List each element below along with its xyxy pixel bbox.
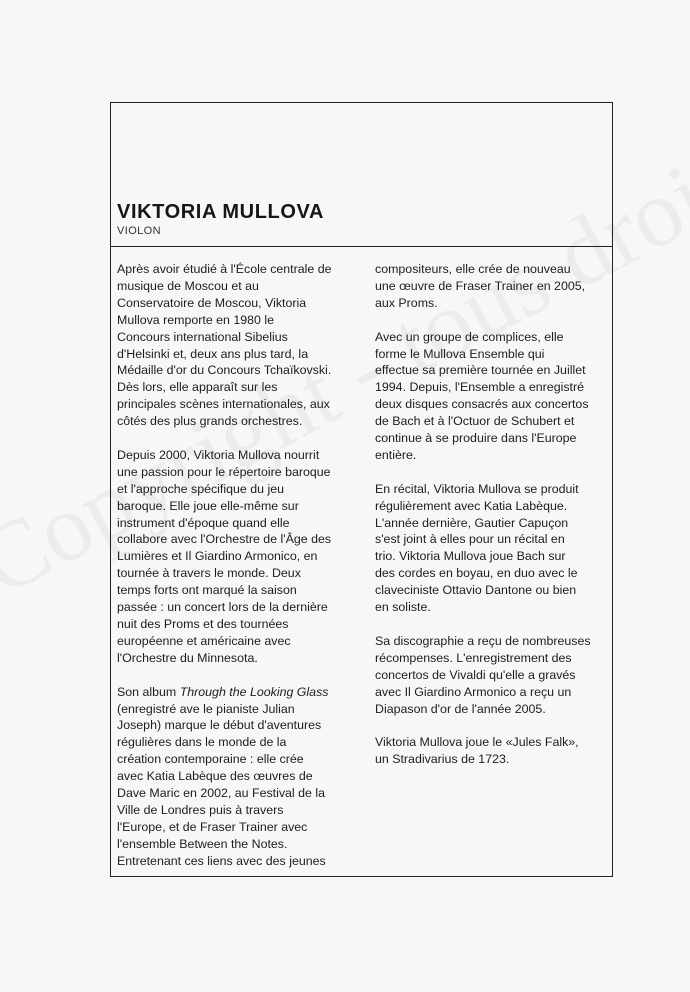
text-line: récompenses. L'enregistrement des xyxy=(375,650,572,665)
text-line: baroque. Elle joue elle-même sur xyxy=(117,498,299,513)
text-line: Dès lors, elle apparaît sur les xyxy=(117,380,278,395)
text-line: continue à se produire dans l'Europe xyxy=(375,431,577,446)
text-line: Après avoir étudié à l'École centrale de xyxy=(117,262,332,276)
text-line: aux Proms. xyxy=(375,295,438,310)
text-line: trio. Viktoria Mullova joue Bach sur xyxy=(375,549,566,564)
paragraph xyxy=(117,261,355,430)
text-line: Dave Maric en 2002, au Festival de la xyxy=(117,786,325,801)
text-line: Médaille d'or du Concours Tchaïkovski. xyxy=(117,363,332,378)
text-line: des cordes en boyau, en duo avec le xyxy=(375,566,578,581)
text-line: Depuis 2000, Viktoria Mullova nourrit xyxy=(117,447,320,462)
text-line: l'Orchestre du Minnesota. xyxy=(117,650,258,665)
text-line: En récital, Viktoria Mullova se produit xyxy=(375,481,579,496)
text-line: L'année dernière, Gautier Capuçon xyxy=(375,515,569,530)
text-line: forme le Mullova Ensemble qui xyxy=(375,346,545,361)
paragraph xyxy=(117,447,355,667)
text-line: Diapason d'or de l'année 2005. xyxy=(375,701,546,716)
text-line: une œuvre de Fraser Trainer en 2005, xyxy=(375,278,586,293)
text-line: Joseph) marque le début d'aventures xyxy=(117,718,322,733)
text-line: instrument d'époque quand elle xyxy=(117,515,290,530)
album-title: Through the Looking Glass xyxy=(179,684,329,699)
text-line: d'Helsinki et, deux ans plus tard, la xyxy=(117,346,309,361)
text-line: régulièrement avec Katia Labèque. xyxy=(375,498,568,513)
text-line: avec Il Giardino Armonico a reçu un xyxy=(375,684,572,699)
album-intro: Son album xyxy=(117,684,180,699)
text-line: de Bach et à l'Octuor de Schubert et xyxy=(375,414,575,429)
text-line: concertos de Vivaldi qu'elle a gravés xyxy=(375,667,576,682)
text-line: compositeurs, elle crée de nouveau xyxy=(375,262,571,276)
text-line: l'ensemble Between the Notes. xyxy=(117,836,288,851)
paragraph xyxy=(375,261,609,312)
text-line: tournée à travers le monde. Deux xyxy=(117,566,301,581)
text-line: s'est joint à elles pour un récital en xyxy=(375,532,565,547)
paragraph xyxy=(375,633,609,718)
text-line: claveciniste Ottavio Dantone ou bien xyxy=(375,583,577,598)
text-line: Avec un groupe de complices, elle xyxy=(375,329,564,344)
text-line: Concours international Sibelius xyxy=(117,329,288,344)
text-line: 1994. Depuis, l'Ensemble a enregistré xyxy=(375,380,584,395)
text-line: régulières dans le monde de la xyxy=(117,735,287,750)
text-line: européenne et américaine avec xyxy=(117,633,291,648)
biography-box xyxy=(110,102,613,877)
text-line: Entretenant ces liens avec des jeunes xyxy=(117,853,326,868)
text-line: principales scènes internationales, aux xyxy=(117,397,330,412)
text-line: temps forts ont marqué la saison xyxy=(117,583,297,598)
text-line: collabore avec l'Orchestre de l'Âge des xyxy=(117,532,332,547)
paragraph xyxy=(375,481,609,616)
text-line: l'Europe, et de Fraser Trainer avec xyxy=(117,819,308,834)
text-line: côtés des plus grands orchestres. xyxy=(117,414,303,429)
text-line: Conservatoire de Moscou, Viktoria xyxy=(117,295,307,310)
text-line: passée : un concert lors de la dernière xyxy=(117,600,328,615)
text-line: entière. xyxy=(375,447,417,462)
artist-name: VIKTORIA MULLOVA xyxy=(117,201,325,223)
paragraph xyxy=(117,684,355,870)
header-box xyxy=(111,103,612,247)
text-line: Mullova remporte en 1980 le xyxy=(117,312,275,327)
text-line: avec Katia Labèque des œuvres de xyxy=(117,769,313,784)
text-line: nuit des Proms et des tournées xyxy=(117,617,289,632)
text-line: musique de Moscou et au xyxy=(117,278,259,293)
text-line: Lumières et Il Giardino Armonico, en xyxy=(117,549,318,564)
text-line: et l'approche spécifique du jeu xyxy=(117,481,285,496)
text-line: effectue sa première tournée en Juillet xyxy=(375,363,586,378)
text-line xyxy=(117,684,355,701)
text-line: (enregistré ave le pianiste Julian xyxy=(117,701,295,716)
text-line: deux disques consacrés aux concertos xyxy=(375,397,589,412)
text-line: Viktoria Mullova joue le «Jules Falk», xyxy=(375,735,579,750)
paragraph xyxy=(375,734,609,768)
right-column xyxy=(375,261,609,768)
text-line: création contemporaine : elle crée xyxy=(117,752,304,767)
text-line: en soliste. xyxy=(375,600,431,615)
paragraph xyxy=(375,329,609,464)
text-line: un Stradivarius de 1723. xyxy=(375,752,510,767)
text-line: une passion pour le répertoire baroque xyxy=(117,464,331,479)
text-line: Sa discographie a reçu de nombreuses xyxy=(375,633,591,648)
text-line: Ville de Londres puis à travers xyxy=(117,802,284,817)
left-column xyxy=(117,261,355,870)
artist-role: VIOLON xyxy=(117,225,161,237)
